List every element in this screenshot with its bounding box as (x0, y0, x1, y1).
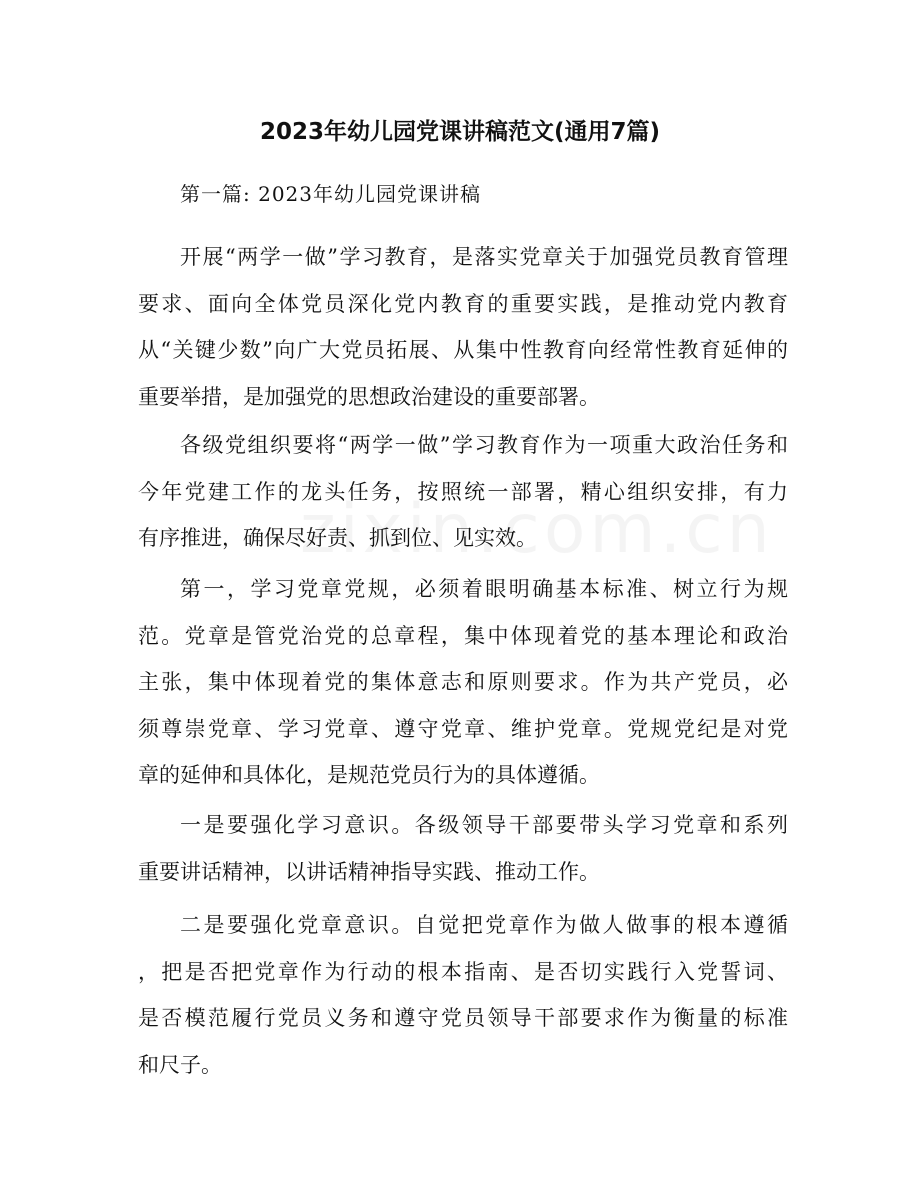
paragraph-line: 要求、面向全体党员深化党内教育的重要实践，是推动党内教育 (138, 291, 788, 316)
paragraph-line: 章的延伸和具体化，是规范党员行为的具体遵循。 (138, 763, 600, 787)
paragraph-line: 从“关键少数”向广大党员拓展、从集中性教育向经常性教育延伸的 (138, 338, 788, 362)
paragraph-1 (138, 234, 788, 420)
paragraph-line: 重要讲话精神，以讲话精神指导实践、推动工作。 (138, 859, 600, 884)
paragraph-4 (138, 802, 788, 895)
paragraph-line: 开展“两学一做”学习教育，是落实党章关于加强党员教育管理 (180, 245, 788, 269)
paragraph-line: 主张，集中体现着党的集体意志和原则要求。作为共产党员，必 (138, 670, 788, 694)
paragraph-line: 一是要强化学习意识。各级领导干部要带头学习党章和系列 (180, 813, 788, 837)
paragraph-line: ，把是否把党章作为行动的根本指南、是否切实践行入党誓词、 (138, 959, 788, 984)
paragraph-5 (138, 902, 788, 1088)
paragraph-line: 有序推进，确保尽好责、抓到位、见实效。 (138, 526, 537, 550)
paragraph-line: 须尊崇党章、学习党章、遵守党章、维护党章。党规党纪是对党 (138, 716, 788, 741)
paragraph-line: 重要举措，是加强党的思想政治建设的重要部署。 (138, 384, 600, 409)
paragraph-line: 和尺子。 (138, 1052, 222, 1077)
paragraph-line: 二是要强化党章意识。自觉把党章作为做人做事的根本遵循 (180, 913, 788, 937)
paragraph-line: 范。党章是管党治党的总章程，集中体现着党的基本理论和政治 (138, 623, 788, 648)
paragraph-2 (138, 422, 788, 562)
paragraph-3 (138, 566, 788, 799)
paragraph-line: 各级党组织要将“两学一做”学习教育作为一项重大政治任务和 (180, 433, 788, 457)
section-heading: 第一篇: 2023年幼儿园党课讲稿 (180, 182, 481, 206)
paragraph-line: 今年党建工作的龙头任务，按照统一部署，精心组织安排，有力 (138, 479, 788, 504)
document-title: 2023年幼儿园党课讲稿范文(通用7篇) (259, 119, 661, 145)
paragraph-line: 第一，学习党章党规，必须着眼明确基本标准、树立行为规 (180, 577, 788, 601)
paragraph-line: 是否模范履行党员义务和遵守党员领导干部要求作为衡量的标准 (138, 1006, 788, 1030)
